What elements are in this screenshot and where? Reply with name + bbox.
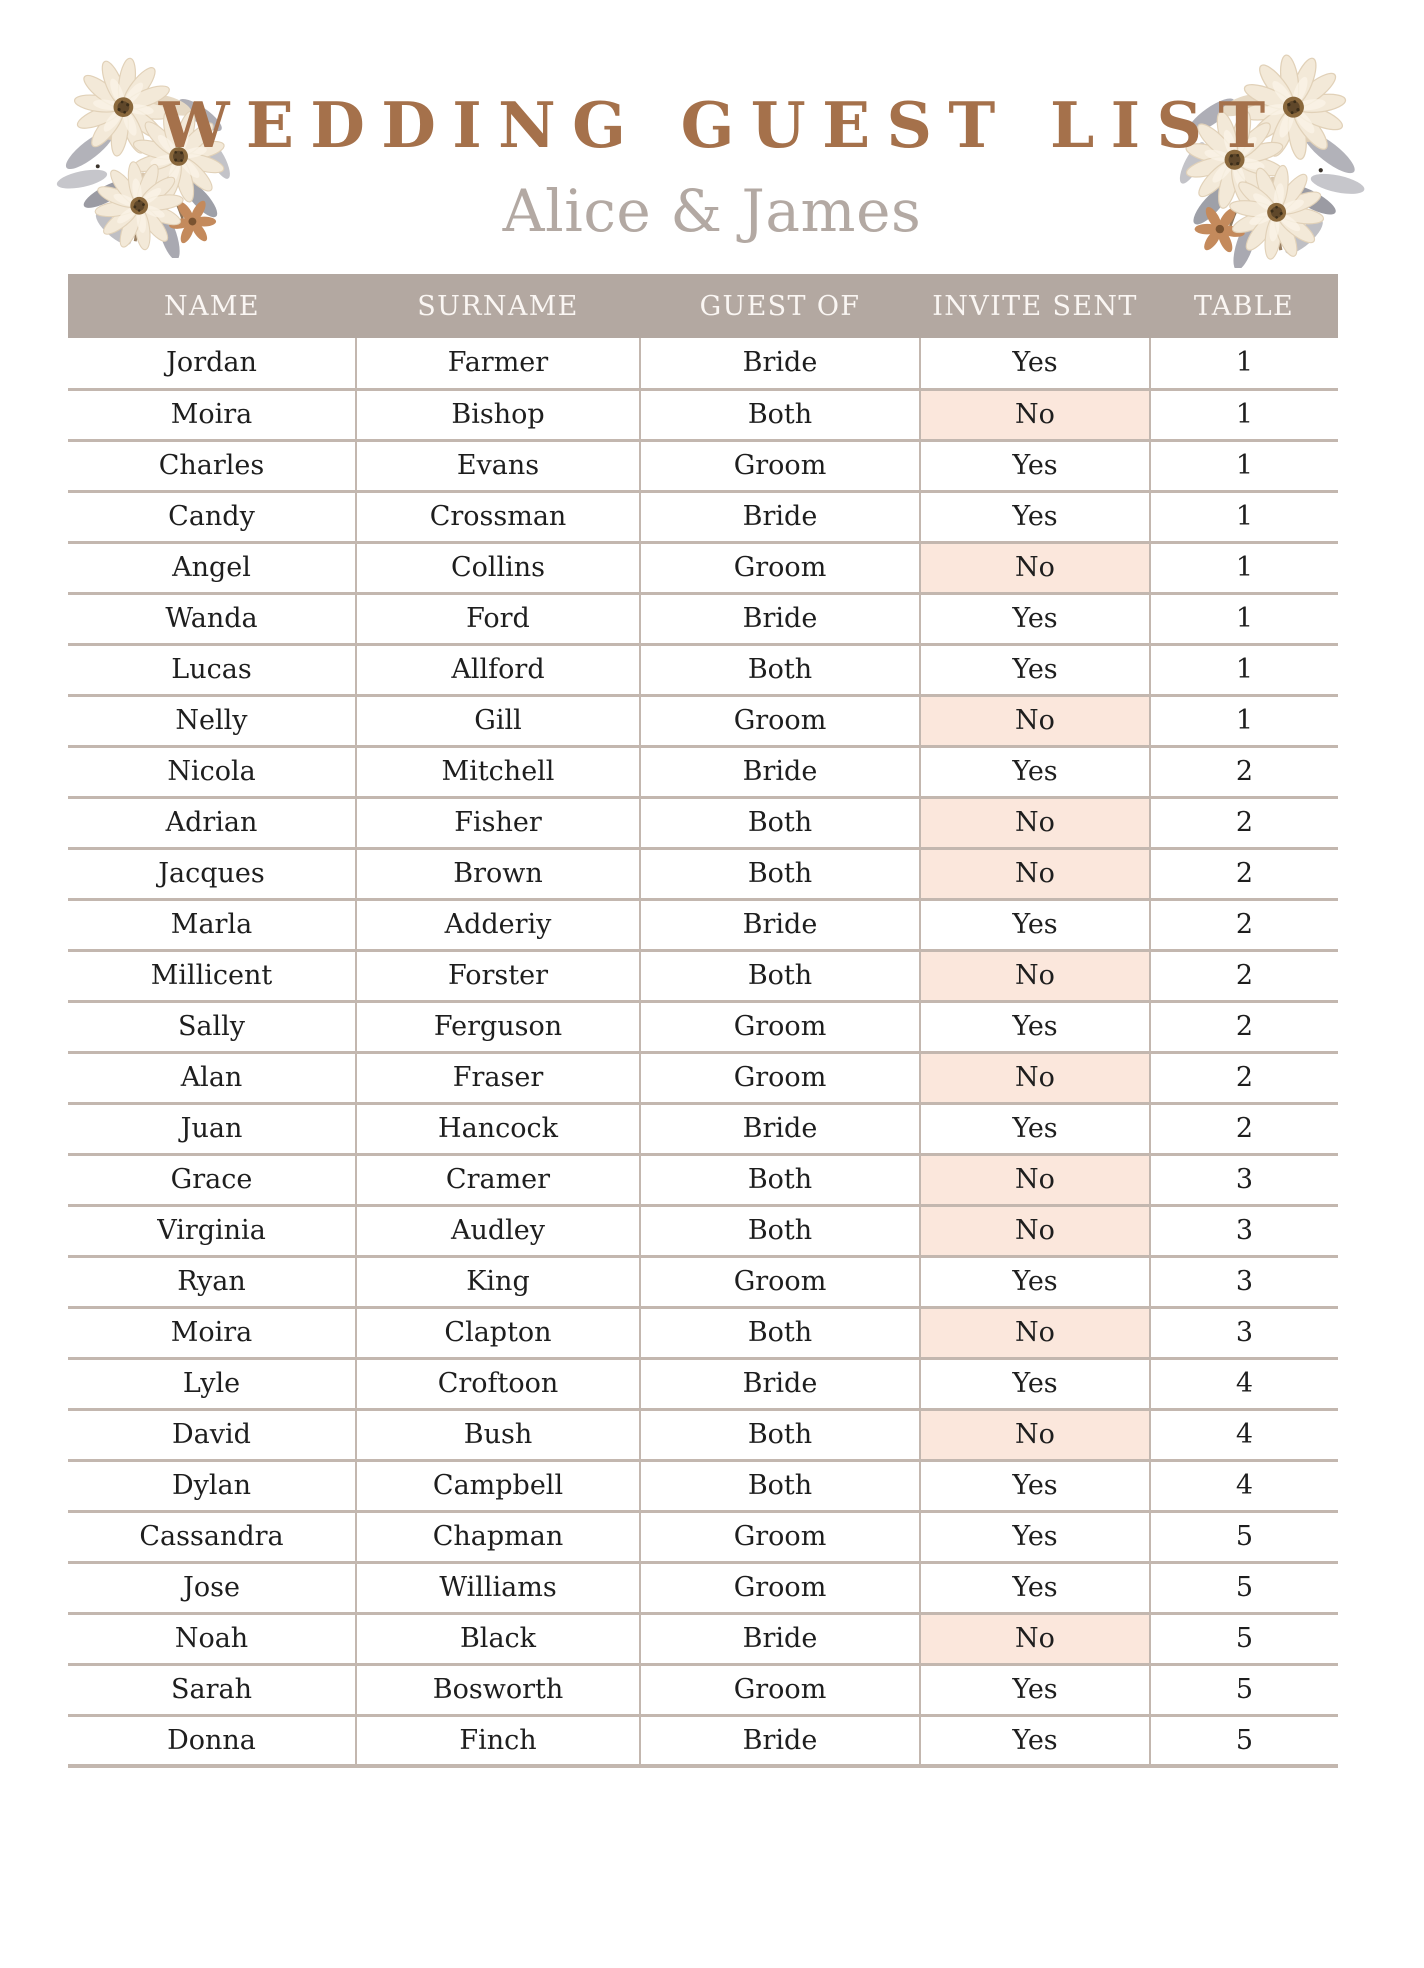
cell-invite-sent: Yes	[920, 1511, 1150, 1562]
cell-invite-sent: Yes	[920, 491, 1150, 542]
cell-table: 2	[1150, 797, 1338, 848]
table-row	[68, 1664, 1338, 1715]
cell-table: 1	[1150, 542, 1338, 593]
cell-surname: Farmer	[356, 338, 640, 389]
cell-surname: Ford	[356, 593, 640, 644]
cell-guest-of: Both	[640, 644, 920, 695]
table-row	[68, 950, 1338, 1001]
table-row	[68, 1715, 1338, 1766]
cell-name: Millicent	[68, 950, 356, 1001]
cell-name: Lyle	[68, 1358, 356, 1409]
cell-guest-of: Both	[640, 1154, 920, 1205]
cell-guest-of: Both	[640, 1409, 920, 1460]
cell-invite-sent: Yes	[920, 1562, 1150, 1613]
cell-guest-of: Bride	[640, 491, 920, 542]
table-row	[68, 644, 1338, 695]
cell-invite-sent: No	[920, 389, 1150, 440]
cell-guest-of: Groom	[640, 1511, 920, 1562]
cell-name: Jacques	[68, 848, 356, 899]
cell-guest-of: Bride	[640, 1613, 920, 1664]
cell-table: 1	[1150, 338, 1338, 389]
cell-invite-sent: No	[920, 1613, 1150, 1664]
table-row	[68, 1562, 1338, 1613]
cell-surname: Brown	[356, 848, 640, 899]
cell-table: 1	[1150, 695, 1338, 746]
cell-name: Juan	[68, 1103, 356, 1154]
cell-guest-of: Groom	[640, 1001, 920, 1052]
cell-name: Virginia	[68, 1205, 356, 1256]
table-row	[68, 1001, 1338, 1052]
cell-guest-of: Both	[640, 1205, 920, 1256]
cell-guest-of: Both	[640, 1460, 920, 1511]
cell-table: 5	[1150, 1715, 1338, 1766]
table-row	[68, 338, 1338, 389]
cell-surname: Adderiy	[356, 899, 640, 950]
cell-surname: Campbell	[356, 1460, 640, 1511]
cell-surname: Mitchell	[356, 746, 640, 797]
cell-invite-sent: No	[920, 950, 1150, 1001]
cell-table: 5	[1150, 1511, 1338, 1562]
table-row	[68, 1307, 1338, 1358]
column-header-surname: SURNAME	[356, 274, 640, 338]
cell-guest-of: Groom	[640, 1664, 920, 1715]
cell-guest-of: Both	[640, 1307, 920, 1358]
cell-invite-sent: No	[920, 542, 1150, 593]
cell-guest-of: Both	[640, 797, 920, 848]
table-row	[68, 1460, 1338, 1511]
cell-name: Candy	[68, 491, 356, 542]
cell-guest-of: Both	[640, 389, 920, 440]
cell-name: Nelly	[68, 695, 356, 746]
cell-name: David	[68, 1409, 356, 1460]
cell-name: Adrian	[68, 797, 356, 848]
cell-guest-of: Groom	[640, 695, 920, 746]
cell-table: 5	[1150, 1613, 1338, 1664]
cell-invite-sent: Yes	[920, 1664, 1150, 1715]
cell-table: 4	[1150, 1409, 1338, 1460]
cell-table: 4	[1150, 1460, 1338, 1511]
table-row	[68, 389, 1338, 440]
cell-surname: Williams	[356, 1562, 640, 1613]
cell-name: Marla	[68, 899, 356, 950]
cell-surname: Fraser	[356, 1052, 640, 1103]
cell-name: Wanda	[68, 593, 356, 644]
table-header-row	[68, 274, 1338, 338]
cell-table: 1	[1150, 389, 1338, 440]
cell-table: 1	[1150, 593, 1338, 644]
cell-surname: Black	[356, 1613, 640, 1664]
cell-table: 3	[1150, 1154, 1338, 1205]
cell-surname: Clapton	[356, 1307, 640, 1358]
cell-name: Jordan	[68, 338, 356, 389]
cell-surname: Chapman	[356, 1511, 640, 1562]
cell-guest-of: Groom	[640, 1052, 920, 1103]
cell-surname: Crossman	[356, 491, 640, 542]
cell-name: Ryan	[68, 1256, 356, 1307]
cell-guest-of: Bride	[640, 1715, 920, 1766]
cell-table: 5	[1150, 1664, 1338, 1715]
cell-surname: Bosworth	[356, 1664, 640, 1715]
cell-invite-sent: Yes	[920, 1358, 1150, 1409]
column-header-name: NAME	[68, 274, 356, 338]
cell-invite-sent: No	[920, 848, 1150, 899]
table-row	[68, 1154, 1338, 1205]
table-row	[68, 491, 1338, 542]
cell-table: 1	[1150, 644, 1338, 695]
cell-invite-sent: Yes	[920, 1001, 1150, 1052]
cell-guest-of: Bride	[640, 338, 920, 389]
cell-invite-sent: No	[920, 1205, 1150, 1256]
cell-guest-of: Groom	[640, 1562, 920, 1613]
cell-invite-sent: Yes	[920, 338, 1150, 389]
cell-name: Sally	[68, 1001, 356, 1052]
cell-invite-sent: No	[920, 1052, 1150, 1103]
cell-invite-sent: No	[920, 1307, 1150, 1358]
page-title: WEDDING GUEST LIST	[158, 88, 1282, 162]
cell-name: Moira	[68, 1307, 356, 1358]
cell-guest-of: Bride	[640, 1103, 920, 1154]
page-subtitle: Alice & James	[502, 177, 922, 245]
cell-surname: Forster	[356, 950, 640, 1001]
table-row	[68, 1409, 1338, 1460]
table-row	[68, 1358, 1338, 1409]
cell-name: Alan	[68, 1052, 356, 1103]
cell-surname: Ferguson	[356, 1001, 640, 1052]
cell-invite-sent: No	[920, 1409, 1150, 1460]
cell-name: Angel	[68, 542, 356, 593]
cell-table: 2	[1150, 848, 1338, 899]
column-header-invite-sent: INVITE SENT	[920, 274, 1150, 338]
cell-surname: Evans	[356, 440, 640, 491]
cell-invite-sent: Yes	[920, 746, 1150, 797]
cell-guest-of: Groom	[640, 1256, 920, 1307]
cell-table: 2	[1150, 1052, 1338, 1103]
cell-table: 2	[1150, 899, 1338, 950]
cell-name: Moira	[68, 389, 356, 440]
table-row	[68, 1103, 1338, 1154]
cell-invite-sent: Yes	[920, 593, 1150, 644]
cell-table: 2	[1150, 1001, 1338, 1052]
cell-table: 2	[1150, 746, 1338, 797]
cell-guest-of: Groom	[640, 440, 920, 491]
cell-surname: Bush	[356, 1409, 640, 1460]
column-header-guest-of: GUEST OF	[640, 274, 920, 338]
column-header-table: TABLE	[1150, 274, 1338, 338]
cell-invite-sent: Yes	[920, 1256, 1150, 1307]
cell-name: Cassandra	[68, 1511, 356, 1562]
table-row	[68, 593, 1338, 644]
cell-guest-of: Both	[640, 848, 920, 899]
cell-surname: Gill	[356, 695, 640, 746]
cell-invite-sent: No	[920, 797, 1150, 848]
cell-surname: Audley	[356, 1205, 640, 1256]
table-row	[68, 440, 1338, 491]
cell-table: 3	[1150, 1307, 1338, 1358]
cell-guest-of: Bride	[640, 746, 920, 797]
cell-name: Lucas	[68, 644, 356, 695]
cell-surname: Collins	[356, 542, 640, 593]
table-row	[68, 746, 1338, 797]
cell-table: 2	[1150, 1103, 1338, 1154]
cell-name: Sarah	[68, 1664, 356, 1715]
cell-invite-sent: Yes	[920, 440, 1150, 491]
cell-invite-sent: Yes	[920, 899, 1150, 950]
cell-guest-of: Groom	[640, 542, 920, 593]
cell-invite-sent: Yes	[920, 1715, 1150, 1766]
cell-invite-sent: No	[920, 695, 1150, 746]
cell-surname: Croftoon	[356, 1358, 640, 1409]
table-row	[68, 899, 1338, 950]
cell-surname: Cramer	[356, 1154, 640, 1205]
cell-surname: Allford	[356, 644, 640, 695]
table-row	[68, 542, 1338, 593]
cell-surname: Fisher	[356, 797, 640, 848]
cell-guest-of: Both	[640, 950, 920, 1001]
table-row	[68, 1613, 1338, 1664]
cell-surname: Finch	[356, 1715, 640, 1766]
table-row	[68, 1511, 1338, 1562]
table-row	[68, 1052, 1338, 1103]
cell-table: 2	[1150, 950, 1338, 1001]
cell-table: 1	[1150, 440, 1338, 491]
cell-invite-sent: Yes	[920, 1103, 1150, 1154]
cell-table: 3	[1150, 1205, 1338, 1256]
cell-name: Charles	[68, 440, 356, 491]
cell-guest-of: Bride	[640, 593, 920, 644]
table-row	[68, 1256, 1338, 1307]
cell-name: Jose	[68, 1562, 356, 1613]
cell-invite-sent: No	[920, 1154, 1150, 1205]
cell-name: Noah	[68, 1613, 356, 1664]
cell-invite-sent: Yes	[920, 644, 1150, 695]
cell-name: Donna	[68, 1715, 356, 1766]
cell-table: 3	[1150, 1256, 1338, 1307]
table-row	[68, 848, 1338, 899]
cell-name: Grace	[68, 1154, 356, 1205]
cell-name: Dylan	[68, 1460, 356, 1511]
guest-list-table	[68, 274, 1338, 1768]
cell-surname: Bishop	[356, 389, 640, 440]
cell-table: 5	[1150, 1562, 1338, 1613]
cell-surname: Hancock	[356, 1103, 640, 1154]
table-row	[68, 1205, 1338, 1256]
cell-invite-sent: Yes	[920, 1460, 1150, 1511]
cell-guest-of: Bride	[640, 1358, 920, 1409]
cell-table: 1	[1150, 491, 1338, 542]
table-row	[68, 695, 1338, 746]
cell-name: Nicola	[68, 746, 356, 797]
cell-surname: King	[356, 1256, 640, 1307]
cell-guest-of: Bride	[640, 899, 920, 950]
table-row	[68, 797, 1338, 848]
cell-table: 4	[1150, 1358, 1338, 1409]
